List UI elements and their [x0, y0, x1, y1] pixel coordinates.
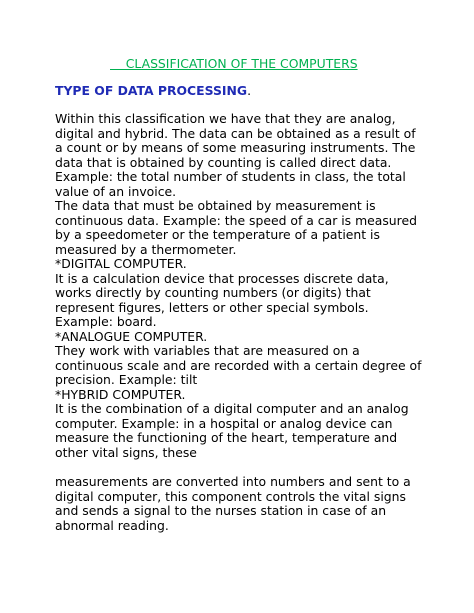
subheading-hybrid: *HYBRID COMPUTER. [55, 386, 186, 402]
paragraph-hybrid-continued: measurements are converted into numbers and sent to a digital computer, this component controls the vital signs and sends a signal to the nurses station in case of an abnormal reading. [55, 474, 411, 533]
section-heading-text: TYPE OF DATA PROCESSING [55, 83, 248, 98]
subheading-analogue: *ANALOGUE COMPUTER. [55, 328, 208, 344]
paragraph-analogue: They work with variables that are measured on a continuous scale and are recorded with a certain degree of precision. Example: tilt [55, 343, 422, 387]
paragraph-gap [55, 460, 425, 475]
section-heading-period: . [247, 83, 252, 98]
document-title: CLASSIFICATION OF THE COMPUTERS [110, 56, 358, 71]
paragraph-digital: It is a calculation device that processes discrete data, works directly by counting numbers (or digits) that represent figures, letters or other special symbols. Example: board. [55, 270, 389, 329]
body-text [55, 112, 425, 533]
paragraph-intro: Within this classification we have that they are analog, digital and hybrid. The data can be obtained as a result of a count or by means of some measuring instruments. The data that is obtained by counting is called direct data. Example: the total number of students in class, the total value of an invoice. [55, 111, 416, 199]
paragraph-hybrid: It is the combination of a digital computer and an analog computer. Example: in a hospital or analog device can measure the functioning of the heart, temperature and other vital signs, these [55, 401, 409, 460]
section-heading [55, 83, 425, 98]
subheading-digital: *DIGITAL COMPUTER. [55, 256, 187, 271]
paragraph-continuous-data: The data that must be obtained by measurement is continuous data. Example: the speed of a car is measured by a speedometer or the temperature of a patient is measured by a thermometer. [55, 198, 417, 257]
document-page [55, 56, 425, 533]
